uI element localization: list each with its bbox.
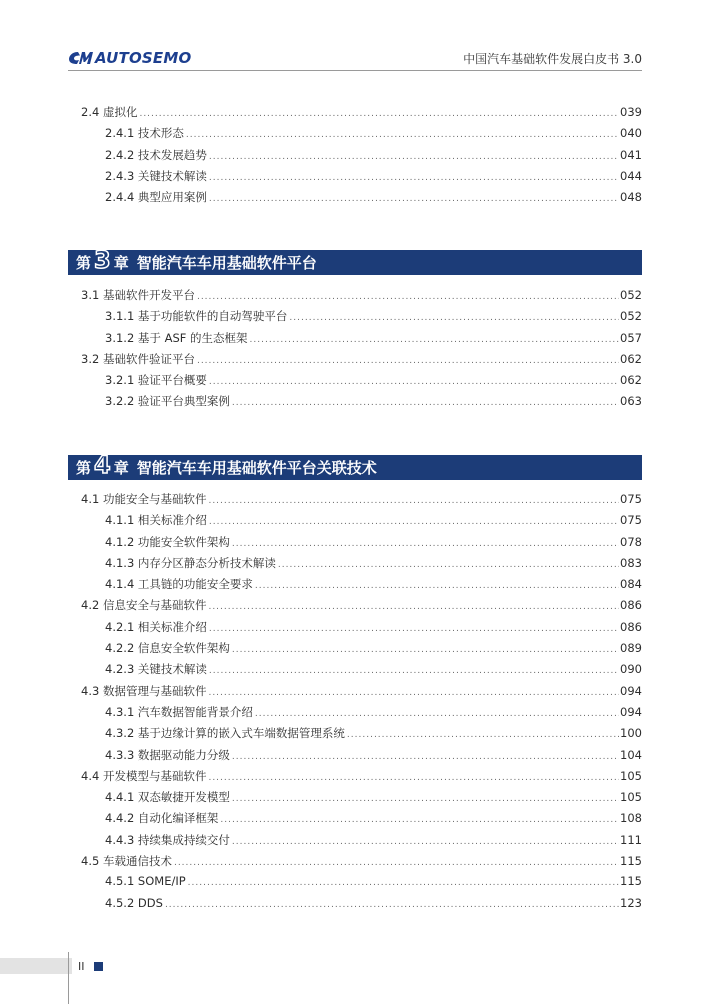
toc-leader-dots [250,335,620,345]
toc-entry-page: 089 [620,641,642,656]
toc-entry-page: 062 [620,351,642,366]
toc-entry-label: 4.2.3 关键技术解读 [105,662,207,677]
toc-entry-label: 4.1.1 相关标准介绍 [105,513,207,528]
page-header [68,46,642,70]
toc-section-ch2 [68,104,642,210]
toc-leader-dots [186,130,619,140]
toc-entry-label: 3.2 基础软件验证平台 [81,351,195,366]
toc-entry-label: 4.2.2 信息安全软件架构 [105,641,230,656]
toc-leader-dots [165,900,619,910]
toc-entry-label: 4.4.3 持续集成持续交付 [105,832,230,847]
footer-divider [68,952,69,1004]
toc-entry[interactable] [68,747,642,768]
toc-entry-page: 123 [620,895,642,910]
toc-entry[interactable] [68,555,642,576]
toc-leader-dots [220,815,619,825]
toc-entry[interactable] [68,372,642,393]
toc-leader-dots [197,292,619,302]
toc-entry-page: 075 [620,492,642,506]
toc-entry-label: 4.4.1 双态敏捷开发模型 [105,790,230,805]
logo-text: AUTOSEMO [95,49,192,67]
toc-entry-page: 115 [620,854,642,869]
toc-leader-dots [209,152,619,162]
toc-entry-page: 078 [620,534,642,549]
toc-entry[interactable] [68,810,642,831]
toc-leader-dots [139,109,619,119]
toc-entry-label: 2.4.4 典型应用案例 [105,190,207,205]
toc-entry-label: 4.1 功能安全与基础软件 [81,492,207,506]
toc-leader-dots [208,773,619,783]
toc-entry-label: 4.1.3 内存分区静态分析技术解读 [105,555,276,570]
toc-entry-page: 083 [620,555,642,570]
toc-leader-dots [209,173,619,183]
toc-entry[interactable] [68,789,642,810]
footer-grey-band [0,958,72,974]
toc-entry[interactable] [68,189,642,210]
toc-entry-page: 052 [620,288,642,302]
toc-entry-label: 4.3.1 汽车数据智能背景介绍 [105,704,253,719]
toc-entry[interactable] [68,597,642,618]
toc-entry[interactable] [68,661,642,682]
toc-entry[interactable] [68,351,642,372]
toc-entry[interactable] [68,491,642,512]
toc-entry[interactable] [68,725,642,746]
toc-leader-dots [232,794,619,804]
chapter-suffix: 章 [113,254,129,272]
toc-entry[interactable] [68,104,642,125]
chapter-title: 智能汽车车用基础软件平台关联技术 [136,459,377,477]
toc-entry-page: 062 [620,373,642,388]
toc-entry-page: 100 [620,726,642,741]
toc-leader-dots [255,709,619,719]
toc-entry[interactable] [68,308,642,329]
toc-entry-label: 4.3.3 数据驱动能力分级 [105,747,230,762]
toc-entry-label: 4.1.2 功能安全软件架构 [105,534,230,549]
toc-leader-dots [174,858,619,868]
toc-entry-label: 4.3 数据管理与基础软件 [81,683,207,698]
toc-entry-page: 094 [620,704,642,719]
toc-entry-page: 044 [620,168,642,183]
toc-entry-label: 2.4.1 技术形态 [105,126,184,141]
toc-entry-label: 3.1.2 基于 ASF 的生态框架 [105,330,248,345]
chapter-3-heading [68,245,642,275]
toc-leader-dots [208,496,619,506]
toc-entry-page: 115 [620,874,642,889]
toc-section-ch3 [68,287,642,415]
footer-square-icon [94,962,103,971]
toc-entry-page: 039 [620,105,642,119]
toc-leader-dots [209,624,619,634]
toc-entry[interactable] [68,874,642,895]
toc-leader-dots [209,517,619,527]
toc-entry-page: 108 [620,811,642,826]
chapter-prefix: 第 [76,459,92,477]
toc-entry[interactable] [68,393,642,414]
toc-leader-dots [232,752,619,762]
toc-entry-page: 041 [620,147,642,162]
toc-entry[interactable] [68,512,642,533]
toc-leader-dots [232,539,619,549]
toc-entry-page: 048 [620,190,642,205]
toc-leader-dots [255,581,619,591]
toc-leader-dots [197,356,619,366]
toc-entry-page: 090 [620,662,642,677]
toc-section-ch4 [68,491,642,917]
toc-leader-dots [278,560,619,570]
toc-entry-label: 2.4 虚拟化 [81,105,138,119]
toc-entry[interactable] [68,853,642,874]
toc-entry-page: 052 [620,309,642,324]
autosemo-logo [68,48,191,68]
logo-mark-icon [68,49,94,67]
chapter-prefix: 第 [76,254,92,272]
toc-entry-page: 084 [620,577,642,592]
toc-entry-label: 3.1 基础软件开发平台 [81,288,195,302]
toc-entry-label: 3.2.1 验证平台概要 [105,373,207,388]
toc-entry-label: 2.4.3 关键技术解读 [105,168,207,183]
toc-entry-page: 075 [620,513,642,528]
toc-entry[interactable] [68,640,642,661]
toc-leader-dots [209,377,619,387]
toc-leader-dots [232,837,619,847]
toc-entry[interactable] [68,330,642,351]
toc-entry[interactable] [68,147,642,168]
toc-entry[interactable] [68,704,642,725]
toc-leader-dots [208,602,619,612]
chapter-title: 智能汽车车用基础软件平台 [136,254,317,272]
toc-entry-label: 2.4.2 技术发展趋势 [105,147,207,162]
toc-entry-label: 4.5 车载通信技术 [81,854,172,869]
toc-entry[interactable] [68,896,642,917]
toc-entry[interactable] [68,683,642,704]
toc-entry[interactable] [68,534,642,555]
toc-entry-label: 4.5.1 SOME/IP [105,874,186,889]
toc-leader-dots [289,313,619,323]
toc-entry-page: 063 [620,394,642,409]
chapter-suffix: 章 [113,459,129,477]
toc-entry[interactable] [68,576,642,597]
toc-entry-page: 094 [620,683,642,698]
toc-entry-page: 040 [620,126,642,141]
toc-entry[interactable] [68,619,642,640]
chapter-number: 3 [94,245,111,274]
toc-entry[interactable] [68,768,642,789]
toc-leader-dots [209,666,619,676]
toc-entry-page: 057 [620,330,642,345]
chapter-number: 4 [94,450,111,479]
toc-entry-page: 105 [620,768,642,783]
toc-entry-label: 4.1.4 工具链的功能安全要求 [105,577,253,592]
toc-leader-dots [209,194,619,204]
toc-entry-label: 4.4 开发模型与基础软件 [81,768,207,783]
toc-entry-page: 086 [620,598,642,613]
toc-leader-dots [232,398,619,408]
toc-entry-label: 4.4.2 自动化编译框架 [105,811,219,826]
toc-entry-page: 086 [620,619,642,634]
toc-entry-label: 4.2 信息安全与基础软件 [81,598,207,613]
toc-leader-dots [208,688,619,698]
toc-entry[interactable] [68,168,642,189]
toc-entry-label: 3.1.1 基于功能软件的自动驾驶平台 [105,309,288,324]
toc-entry[interactable] [68,287,642,308]
toc-entry-page: 111 [620,832,642,847]
toc-entry-page: 105 [620,790,642,805]
header-divider [68,70,642,71]
toc-entry[interactable] [68,125,642,146]
toc-entry-page: 104 [620,747,642,762]
chapter-4-heading [68,450,642,480]
toc-entry-label: 3.2.2 验证平台典型案例 [105,394,230,409]
toc-leader-dots [188,878,619,888]
toc-leader-dots [347,730,619,740]
toc-entry[interactable] [68,832,642,853]
page-number: II [78,960,85,973]
document-title: 中国汽车基础软件发展白皮书 3.0 [463,52,642,66]
toc-entry-label: 4.2.1 相关标准介绍 [105,619,207,634]
toc-entry-label: 4.3.2 基于边缘计算的嵌入式车端数据管理系统 [105,726,345,741]
toc-leader-dots [232,645,619,655]
toc-entry-label: 4.5.2 DDS [105,895,163,910]
